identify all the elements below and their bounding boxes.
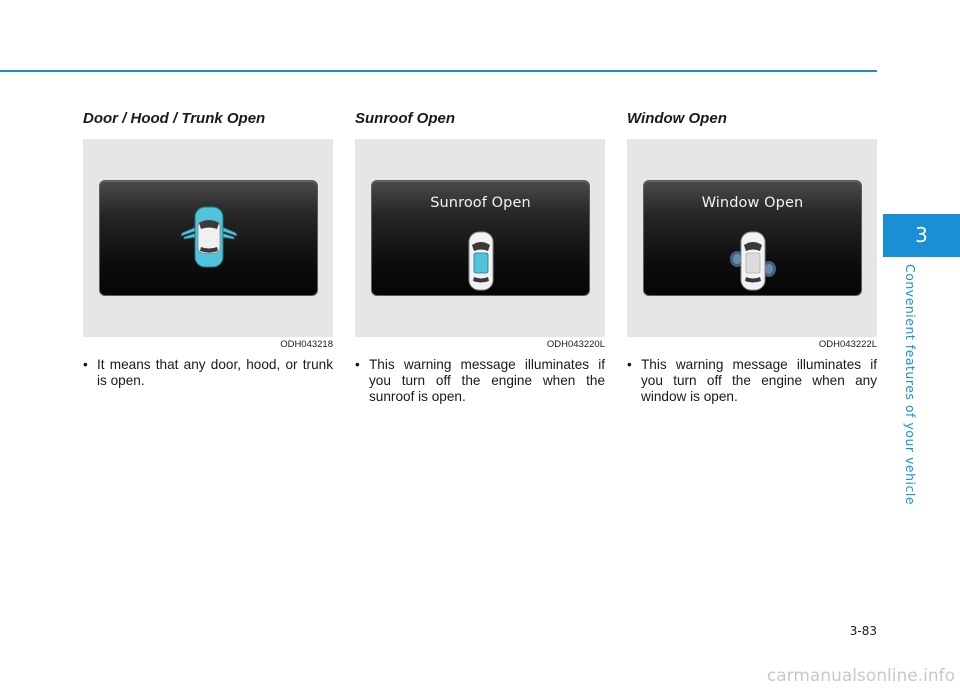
screen-message: Sunroof Open	[430, 195, 531, 211]
section-title: Sunroof Open	[355, 110, 455, 127]
bullet-text: • This warning message illuminates if you turn off the engine when the sunroof is open.	[355, 357, 605, 404]
figure-code: ODH043222L	[818, 339, 877, 350]
car-sunroof-open-icon	[468, 231, 494, 291]
screen-message: Window Open	[701, 195, 804, 211]
cluster-display	[371, 180, 590, 296]
section-window	[627, 108, 877, 405]
car-window-open-icon	[728, 231, 778, 291]
page-number: 3-83	[849, 624, 877, 638]
car-doors-open-icon	[178, 203, 240, 271]
figure-door-hood-trunk	[83, 139, 333, 337]
top-rule	[0, 70, 877, 72]
chapter-tab	[883, 214, 960, 257]
chapter-number: 3	[915, 223, 928, 247]
section-title: Door / Hood / Trunk Open	[83, 110, 266, 127]
bullet-glyph: •	[355, 357, 360, 372]
figure-code: ODH043220L	[546, 339, 605, 350]
cluster-display	[99, 180, 318, 296]
bullet-glyph: •	[83, 357, 88, 372]
bullet-glyph: •	[627, 357, 632, 372]
figure-window	[627, 139, 877, 337]
figure-code: ODH043218	[280, 339, 333, 350]
cluster-display	[643, 180, 862, 296]
section-title: Window Open	[627, 110, 727, 127]
bullet-text: • This warning message illuminates if you turn off the engine when any window is open.	[627, 357, 877, 404]
chapter-title: Convenient features of your vehicle	[903, 264, 918, 506]
bullet-text: • It means that any door, hood, or trunk is open.	[83, 357, 333, 388]
section-door-hood-trunk	[83, 108, 333, 389]
watermark: carmanualsonline.info	[766, 666, 955, 686]
figure-sunroof	[355, 139, 605, 337]
section-sunroof	[355, 108, 605, 405]
